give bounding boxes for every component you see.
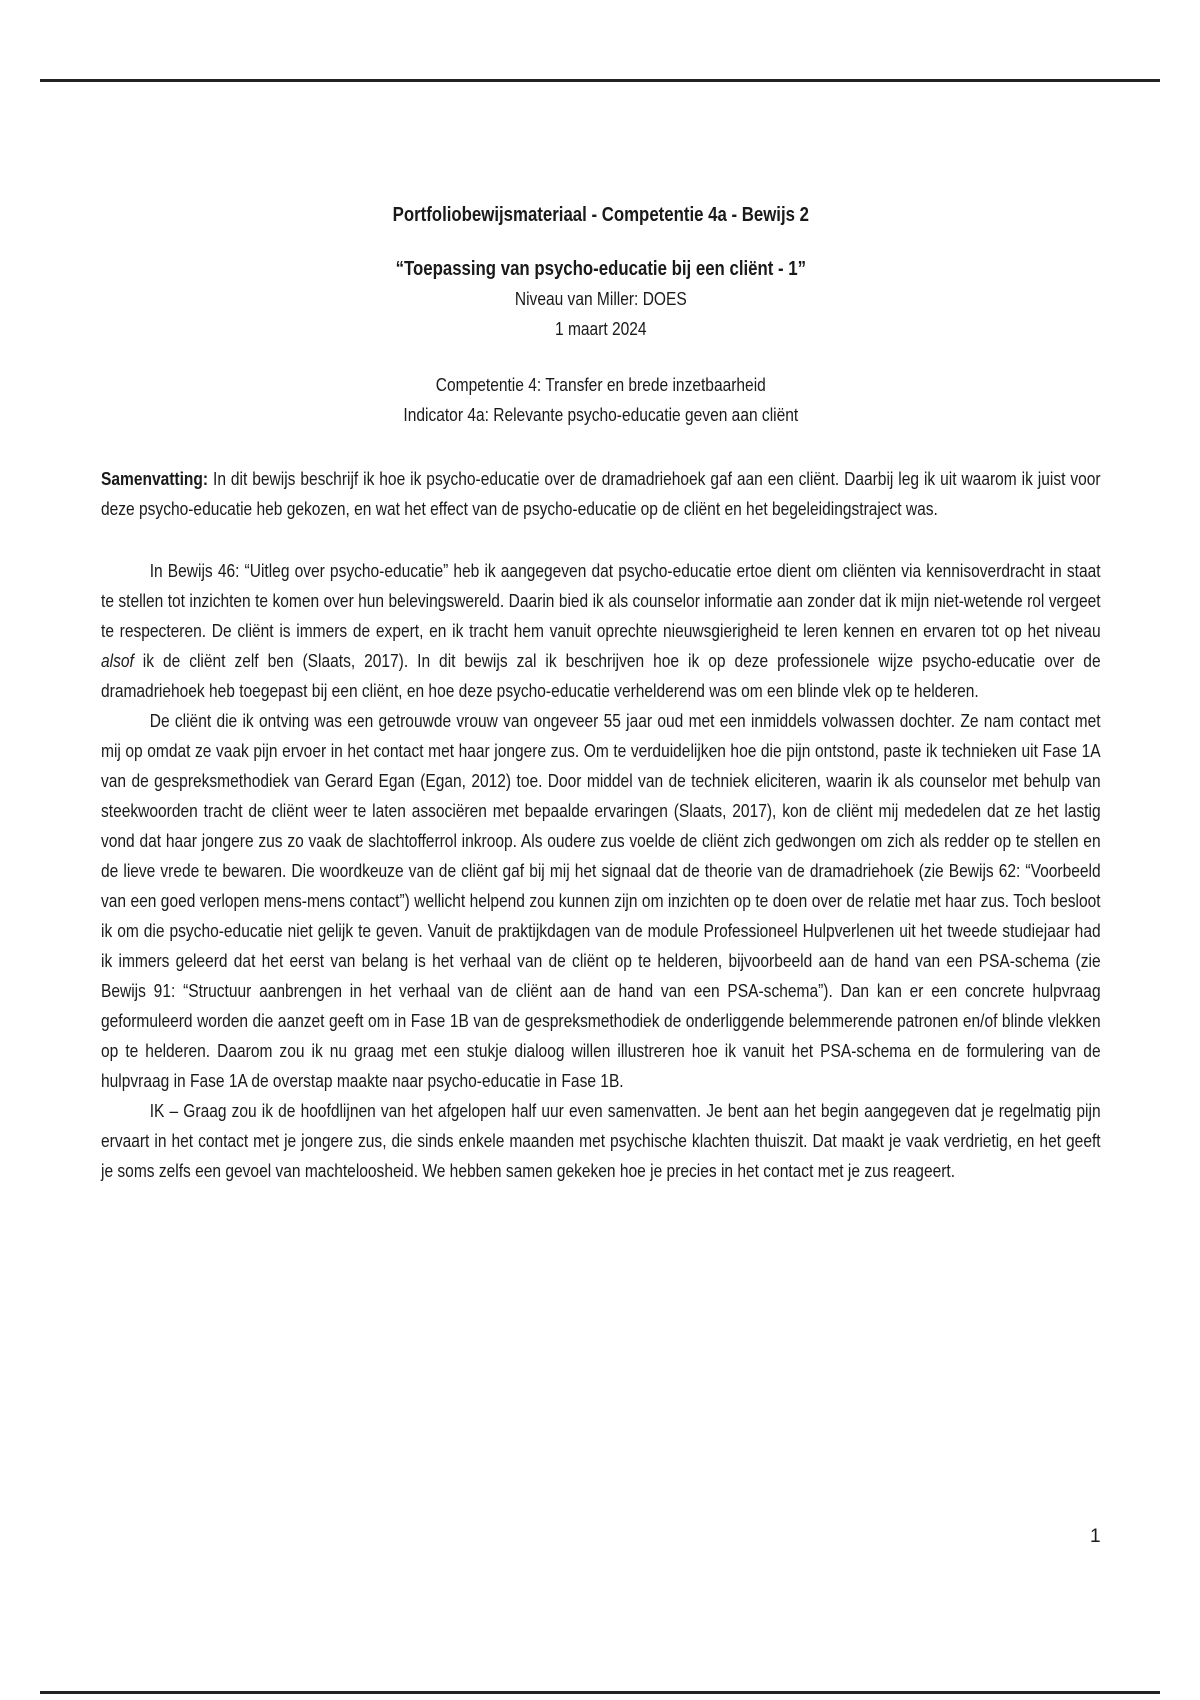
dialog-paragraph: IK – Graag zou ik de hoofdlijnen van het afgelopen half uur even samenvatten. Je bent aan het begin aangegeven dat je regelmatig pijn ervaart in het contact met je jongere zus, die sinds enkele maanden met psychische klachten thuiszit. Dat maakt je vaak verdrietig, en het geeft je soms zelfs een gevoel van machteloosheid. We hebben samen gekeken hoe je precies in het contact met je zus reageert. [101,1100,1101,1181]
bottom-rule [40,1691,1160,1694]
summary-label: Samenvatting: [101,468,209,489]
document-subtitle: “Toepassing van psycho-educatie bij een cliënt - 1” [395,258,807,280]
page-number: 1 [1090,1526,1101,1547]
indicator-line: Indicator 4a: Relevante psycho-educatie geven aan cliënt [403,404,799,425]
body-text [101,556,1101,1186]
summary-text: In dit bewijs beschrijf ik hoe ik psycho-educatie over de dramadriehoek gaf aan een cliënt. Daarbij leg ik uit waarom ik juist voor deze psycho-educatie heb gekozen, en wat het effect van de psycho-educatie op de cliënt en het begeleidingstraject was. [101,468,1101,519]
document-date: 1 maart 2024 [555,318,647,339]
paragraph-1-part-a: In Bewijs 46: “Uitleg over psycho-educatie” heb ik aangegeven dat psycho-educatie ertoe dient om cliënten via kennisoverdracht in staat te stellen tot inzichten te komen over hun belevingswereld. Daarin bied ik als counselor informatie aan zonder dat ik mijn niet-wetende rol vergeet te respecteren. De cliënt is immers de expert, en ik tracht hem vanuit oprechte nieuwsgierigheid te leren kennen en ervaren tot op het niveau [101,560,1101,641]
competence-line: Competentie 4: Transfer en brede inzetbaarheid [435,374,766,395]
summary-paragraph [101,464,1101,524]
document-page [101,200,1101,1186]
document-title: Portfoliobewijsmateriaal - Competentie 4a - Bewijs 2 [392,204,809,226]
paragraph-1-part-b: ik de cliënt zelf ben (Slaats, 2017). In dit bewijs zal ik beschrijven hoe ik op deze professionele wijze psycho-educatie over de dramadriehoek heb toegepast bij een cliënt, en hoe deze psycho-educatie verhelderend was om een blinde vlek op te helderen. [101,650,1101,701]
paragraph-2: De cliënt die ik ontving was een getrouwde vrouw van ongeveer 55 jaar oud met een inmiddels volwassen dochter. Ze nam contact met mij op omdat ze vaak pijn ervoer in het contact met haar jongere zus. Om te verduidelijken hoe die pijn ontstond, paste ik technieken uit Fase 1A van de gespreksmethodiek van Gerard Egan (Egan, 2012) toe. Door middel van de techniek eliciteren, waarin ik als counselor met behulp van steekwoorden tracht de cliënt weer te laten associëren met bepaalde ervaringen (Slaats, 2017), kon de cliënt mij mededelen dat ze het lastig vond dat haar jongere zus zo vaak de slachtofferrol inkroop. Als oudere zus voelde de cliënt zich gedwongen om zich als redder op te stellen en de lieve vrede te bewaren. Die woordkeuze van de cliënt gaf bij mij het signaal dat de theorie van de dramadriehoek (zie Bewijs 62: “Voorbeeld van een goed verlopen mens-mens contact”) wellicht helpend zou kunnen zijn om inzichten op te doen over de relatie met haar zus. Toch besloot ik om die psycho-educatie niet gelijk te geven. Vanuit de praktijkdagen van de module Professioneel Hulpverlenen uit het tweede studiejaar had ik immers geleerd dat het eerst van belang is het verhaal van de cliënt op te helderen, bijvoorbeeld aan de hand van een PSA-schema (zie Bewijs 91: “Structuur aanbrengen in het verhaal van de cliënt aan de hand van een PSA-schema”). Dan kan er een concrete hulpvraag geformuleerd worden die aanzet geeft om in Fase 1B van de gespreksmethodiek de onderliggende belemmerende patronen en/of blinde vlekken op te helderen. Daarom zou ik nu graag met een stukje dialoog willen illustreren hoe ik vanuit het PSA-schema en de formulering van de hulpvraag in Fase 1A de overstap maakte naar psycho-educatie in Fase 1B. [101,710,1101,1091]
miller-level: Niveau van Miller: DOES [514,288,687,309]
paragraph-1 [101,556,1101,706]
top-rule [40,79,1160,82]
paragraph-1-italic: alsof [101,650,134,671]
